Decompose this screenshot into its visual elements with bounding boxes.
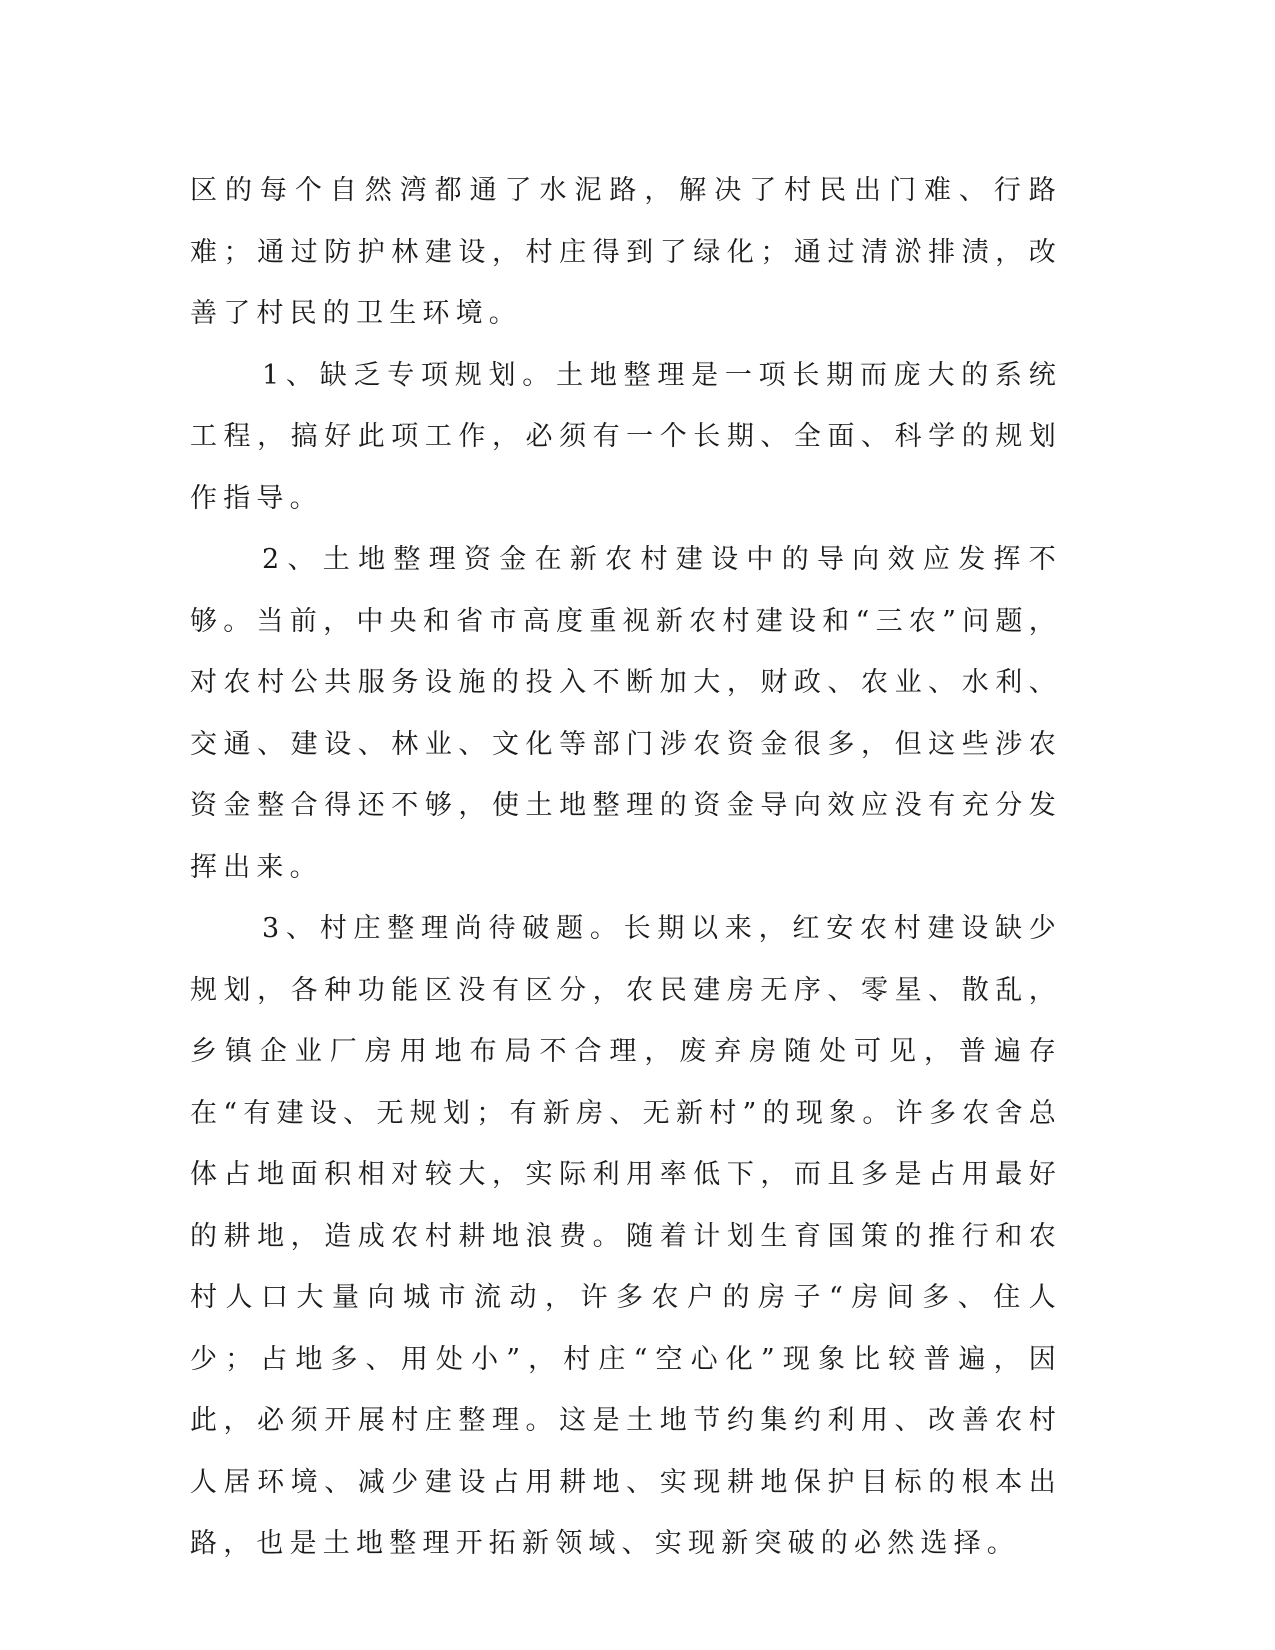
paragraph-continuation: 区的每个自然湾都通了水泥路，解决了村民出门难、行路难；通过防护林建设，村庄得到了绿化；通过清淤排渍，改善了村民的卫生环境。 bbox=[190, 175, 1062, 329]
paragraph-item-2: 2、土地整理资金在新农村建设中的导向效应发挥不够。当前，中央和省市高度重视新农村建设和“三农”问题，对农村公共服务设施的投入不断加大，财政、农业、水利、交通、建设、林业、文化等部门涉农资金很多，但这些涉农资金整合得还不够，使土地整理的资金导向效应没有充分发挥出来。 bbox=[190, 544, 1062, 883]
document-body bbox=[190, 160, 1062, 1575]
paragraph-item-3: 3、村庄整理尚待破题。长期以来，红安农村建设缺少规划，各种功能区没有区分，农民建房无序、零星、散乱，乡镇企业厂房用地布局不合理，废弃房随处可见，普遍存在“有建设、无规划；有新房、无新村”的现象。许多农舍总体占地面积相对较大，实际利用率低下，而且多是占用最好的耕地，造成农村耕地浪费。随着计划生育国策的推行和农村人口大量向城市流动，许多农户的房子“房间多、住人少；占地多、用处小”，村庄“空心化”现象比较普遍，因此，必须开展村庄整理。这是土地节约集约利用、改善农村人居环境、减少建设占用耕地、实现耕地保护目标的根本出路，也是土地整理开拓新领域、实现新突破的必然选择。 bbox=[190, 913, 1062, 1559]
paragraph-item-1: 1、缺乏专项规划。土地整理是一项长期而庞大的系统工程，搞好此项工作，必须有一个长期、全面、科学的规划作指导。 bbox=[190, 359, 1062, 514]
